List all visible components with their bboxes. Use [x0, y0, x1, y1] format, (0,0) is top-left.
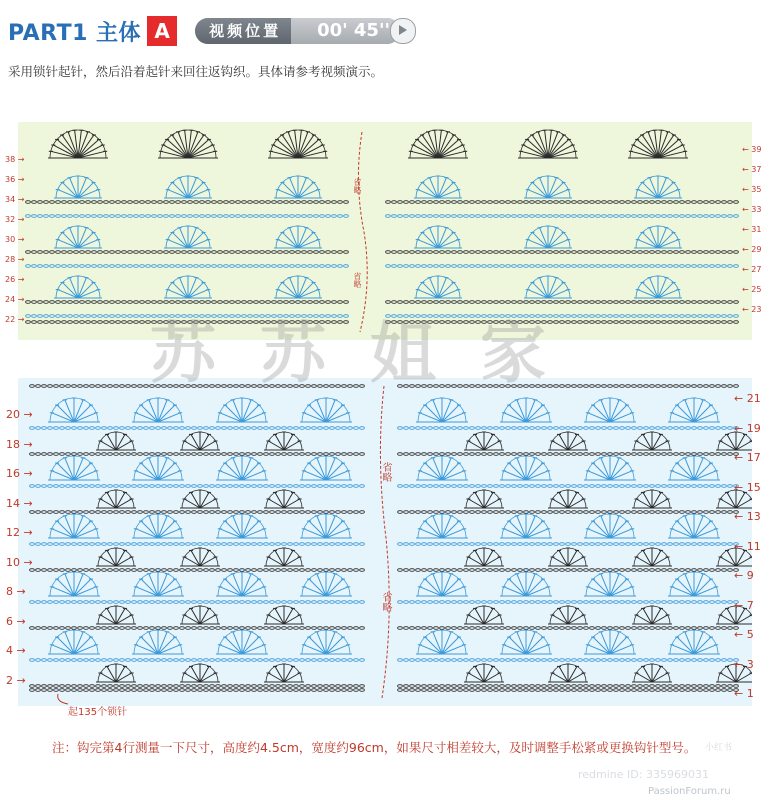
chain-row [26, 251, 349, 254]
shell-fan [180, 490, 220, 508]
shell-fan [416, 630, 468, 654]
row-number: 32 → [5, 215, 25, 224]
shell-fan [414, 176, 462, 198]
user-id-credit: redmine ID: 335969031 [578, 768, 709, 781]
shell-fan [216, 630, 268, 654]
chain-row [30, 453, 365, 456]
shell-fan [180, 548, 220, 566]
shell-fan [180, 432, 220, 450]
video-position-label: 视频位置 [195, 18, 291, 44]
shell-fan [180, 664, 220, 682]
shell-fan [216, 456, 268, 480]
omit-label: 省略 [353, 272, 362, 288]
row-number: 28 → [5, 255, 25, 264]
scallop-edge [408, 130, 468, 158]
row-number: ← 17 [734, 451, 761, 464]
shell-fan [500, 572, 552, 596]
play-button[interactable] [390, 18, 416, 44]
row-number: ← 33 [742, 205, 762, 214]
row-number: ← 25 [742, 285, 762, 294]
shell-fan [632, 432, 672, 450]
shell-fan [632, 548, 672, 566]
shell-fan [668, 630, 720, 654]
row-number: 6 → [6, 614, 26, 628]
shell-fan [300, 572, 352, 596]
shell-fan [96, 490, 136, 508]
omit-label: 省略 [380, 462, 391, 482]
scallop-edge [628, 130, 688, 158]
chain-pointer [58, 694, 68, 704]
shell-fan [634, 226, 682, 248]
shell-fan [632, 606, 672, 624]
chain-row [30, 659, 365, 662]
instruction-text: 采用锁针起针，然后沿着起针来回往返钩织。具体请参考视频演示。 [8, 64, 384, 79]
row-number: 4 → [6, 644, 26, 657]
shell-fan [584, 398, 636, 422]
header [8, 14, 416, 48]
shell-fan [632, 490, 672, 508]
row-number: 2 → [6, 673, 26, 687]
row-number: 34 → [5, 195, 25, 204]
row-number: 10 → [6, 555, 33, 569]
shell-fan [300, 630, 352, 654]
shell-fan [464, 664, 504, 682]
omit-label: 省略 [353, 178, 362, 194]
shell-fan [500, 398, 552, 422]
shell-fan [96, 432, 136, 450]
site-credit: PassionForum.ru [648, 786, 731, 797]
shell-fan [164, 276, 212, 298]
row-number: ← 9 [734, 569, 754, 582]
shell-fan [48, 630, 100, 654]
shell-fan [634, 176, 682, 198]
chain-row [398, 685, 739, 688]
shell-fan [548, 606, 588, 624]
row-number: 30 → [5, 235, 25, 244]
shell-fan [216, 514, 268, 538]
shell-fan [216, 398, 268, 422]
shell-fan [132, 456, 184, 480]
shell-fan [416, 572, 468, 596]
shell-fan [48, 398, 100, 422]
chain-row [26, 265, 349, 268]
shell-fan [548, 490, 588, 508]
shell-fan [668, 398, 720, 422]
crochet-chart-rows-1-21 [18, 378, 752, 706]
row-number: 20 → [6, 408, 33, 421]
part-title: PART1 主体 [8, 20, 142, 46]
chain-row [398, 485, 739, 488]
foundation-chain [398, 689, 739, 692]
shell-fan [54, 226, 102, 248]
row-number: ← 31 [742, 225, 762, 234]
row-number: ← 5 [734, 628, 754, 641]
shell-fan [416, 456, 468, 480]
shell-fan [668, 456, 720, 480]
shell-fan [584, 572, 636, 596]
chain-row [386, 201, 739, 204]
chain-row [26, 215, 349, 218]
row-number: ← 35 [742, 185, 762, 194]
shell-fan [524, 276, 572, 298]
row-number: 22 → [5, 315, 25, 324]
shell-fan [132, 514, 184, 538]
shell-fan [264, 432, 304, 450]
shell-fan [500, 456, 552, 480]
shell-fan [264, 606, 304, 624]
scallop-edge [268, 130, 328, 158]
row-number: 38 → [5, 155, 25, 164]
shell-fan [274, 226, 322, 248]
shell-fan [584, 630, 636, 654]
row-number: ← 7 [734, 598, 754, 612]
row-number: ← 19 [734, 421, 761, 435]
shell-fan [132, 630, 184, 654]
watermark: 苏苏姐家 [150, 315, 590, 392]
shell-fan [500, 630, 552, 654]
chain-row [30, 511, 365, 514]
shell-fan [716, 432, 752, 450]
scallop-edge [48, 130, 108, 158]
chain-row [398, 627, 739, 630]
row-number: ← 13 [734, 510, 761, 523]
chain-row [386, 215, 739, 218]
shell-fan [216, 572, 268, 596]
shell-fan [414, 226, 462, 248]
shell-fan [668, 572, 720, 596]
shell-fan [584, 456, 636, 480]
shell-fan [264, 490, 304, 508]
shell-fan [48, 456, 100, 480]
row-number: 26 → [5, 275, 25, 284]
shell-fan [300, 514, 352, 538]
shell-fan [634, 276, 682, 298]
shell-fan [54, 276, 102, 298]
row-number: ← 37 [742, 165, 762, 174]
part-badge: A [147, 16, 177, 46]
shell-fan [300, 456, 352, 480]
chain-row [30, 485, 365, 488]
shell-fan [180, 606, 220, 624]
row-number: 16 → [6, 467, 33, 480]
chain-row [398, 427, 739, 430]
shell-fan [96, 664, 136, 682]
shell-fan [132, 572, 184, 596]
starting-chain-note: 起135个锁针 [68, 707, 128, 718]
row-number: ← 1 [734, 687, 754, 700]
shell-fan [96, 606, 136, 624]
shell-fan [54, 176, 102, 198]
chain-row [398, 569, 739, 572]
chain-row [30, 427, 365, 430]
row-number: ← 21 [734, 392, 761, 405]
row-number: 12 → [6, 526, 33, 539]
shell-fan [264, 664, 304, 682]
shell-fan [48, 514, 100, 538]
chain-row [26, 201, 349, 204]
row-number: 8 → [6, 585, 26, 598]
shell-fan [668, 514, 720, 538]
shell-fan [584, 514, 636, 538]
video-timestamp: 00' 45'' [291, 18, 400, 44]
source-tag: 小红书 [705, 743, 733, 753]
shell-fan [524, 226, 572, 248]
row-number: ← 39 [742, 145, 762, 154]
chain-row [30, 685, 365, 688]
shell-fan [464, 548, 504, 566]
video-position-control[interactable] [195, 18, 400, 44]
diagram-b-panel [18, 378, 752, 706]
measurement-note: 注：钩完第4行测量一下尺寸，高度约4.5cm，宽度约96cm，如果尺寸相差较大，及时调整手松紧或更换钩针型号。 [52, 740, 697, 755]
shell-fan [164, 176, 212, 198]
foundation-chain [30, 689, 365, 692]
row-number: ← 23 [742, 305, 762, 314]
chain-row [398, 543, 739, 546]
omit-divider [380, 386, 389, 698]
row-number: ← 29 [742, 245, 762, 254]
shell-fan [274, 276, 322, 298]
shell-fan [274, 176, 322, 198]
shell-fan [524, 176, 572, 198]
scallop-edge [158, 130, 218, 158]
scallop-edge [518, 130, 578, 158]
chain-row [398, 659, 739, 662]
chain-row [30, 627, 365, 630]
row-number: ← 15 [734, 480, 761, 494]
shell-fan [464, 432, 504, 450]
shell-fan [632, 664, 672, 682]
chain-row [398, 601, 739, 604]
chain-row [398, 511, 739, 514]
row-number: 24 → [5, 295, 25, 304]
chain-row [30, 601, 365, 604]
shell-fan [548, 432, 588, 450]
play-icon [398, 24, 408, 36]
row-number: 36 → [5, 175, 25, 184]
shell-fan [96, 548, 136, 566]
shell-fan [416, 514, 468, 538]
row-number: ← 27 [742, 265, 762, 274]
shell-fan [500, 514, 552, 538]
shell-fan [464, 490, 504, 508]
row-number: ← 11 [734, 539, 761, 553]
shell-fan [48, 572, 100, 596]
shell-fan [414, 276, 462, 298]
chain-row [386, 265, 739, 268]
shell-fan [132, 398, 184, 422]
row-number: ← 3 [734, 657, 754, 671]
shell-fan [300, 398, 352, 422]
chain-row [398, 453, 739, 456]
chain-row [30, 569, 365, 572]
shell-fan [416, 398, 468, 422]
shell-fan [548, 548, 588, 566]
shell-fan [164, 226, 212, 248]
omit-label: 省略 [380, 592, 391, 612]
chain-row [30, 543, 365, 546]
row-number: 18 → [6, 437, 33, 451]
chain-row [386, 251, 739, 254]
shell-fan [264, 548, 304, 566]
row-number: 14 → [6, 496, 33, 510]
shell-fan [548, 664, 588, 682]
shell-fan [464, 606, 504, 624]
